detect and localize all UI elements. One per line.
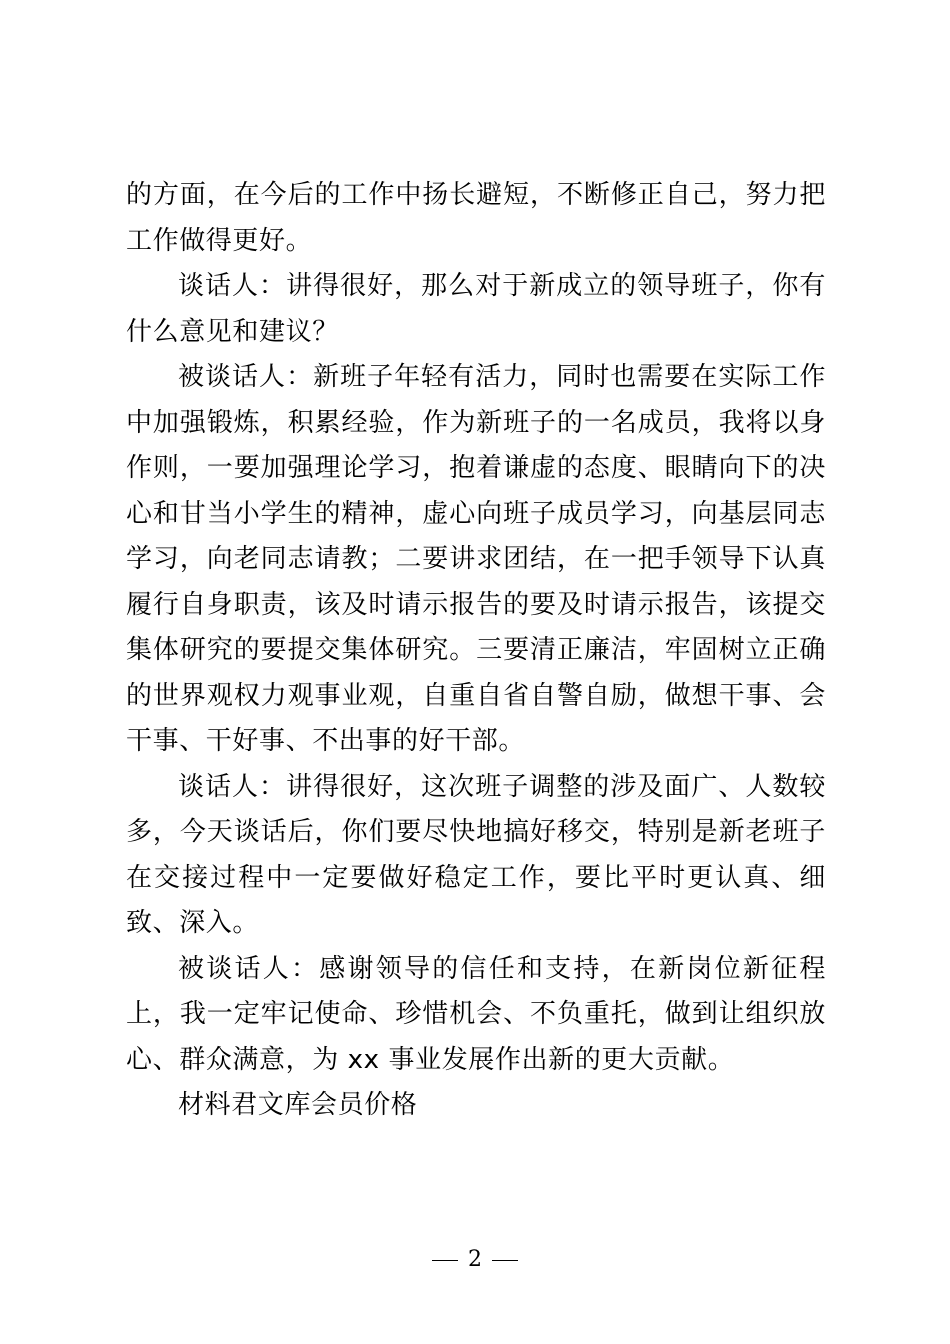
paragraph-interviewer-remark: 谈话人：讲得很好，这次班子调整的涉及面广、人数较多，今天谈话后，你们要尽快地搞好移交，特别是新老班子在交接过程中一定要做好稳定工作，要比平时更认真、细致、深入。 (126, 771, 826, 938)
footer-dash-right (492, 1260, 518, 1261)
footer-dash-left (432, 1260, 458, 1261)
paragraph-interviewer-question: 谈话人：讲得很好，那么对于新成立的领导班子，你有什么意见和建议？ (126, 271, 826, 347)
paragraph-interviewee-reply: 被谈话人：感谢领导的信任和支持，在新岗位新征程上，我一定牢记使命、珍惜机会、不负重托，做到让组织放心、群众满意，为 xx 事业发展作出新的更大贡献。 (126, 953, 826, 1075)
paragraph-membership-note: 材料君文库会员价格 (178, 1090, 418, 1120)
document-body (126, 173, 826, 1129)
paragraph-interviewee-answer: 被谈话人：新班子年轻有活力，同时也需要在实际工作中加强锻炼，积累经验，作为新班子的一名成员，我将以身作则，一要加强理论学习，抱着谦虚的态度、眼睛向下的决心和甘当小学生的精神，虚心向班子成员学习，向基层同志学习，向老同志请教；二要讲求团结，在一把手领导下认真履行自身职责，该及时请示报告的要及时请示报告，该提交集体研究的要提交集体研究。三要清正廉洁，牢固树立正确的世界观权力观事业观，自重自省自警自励，做想干事、会干事、干好事、不出事的好干部。 (126, 362, 826, 756)
paragraph-continuation: 的方面，在今后的工作中扬长避短，不断修正自己，努力把工作做得更好。 (126, 180, 826, 256)
page-number: 2 (468, 1247, 482, 1272)
page-footer (0, 1246, 950, 1274)
